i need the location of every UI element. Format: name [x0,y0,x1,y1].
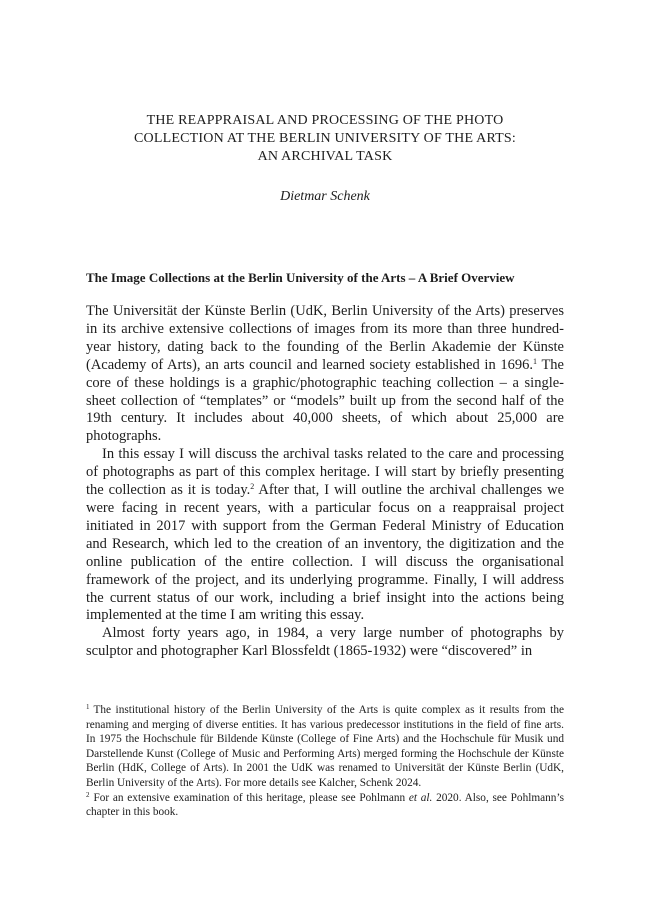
title-line-2: COLLECTION AT THE BERLIN UNIVERSITY OF THE ARTS: [134,131,516,146]
footnote-ref-2[interactable]: 2 [250,482,255,492]
footnote-1-text: The institutional history of the Berlin University of the Arts is quite complex as it results from the renaming and merging of diverse entities. It has various predecessor institutions in the field of fine arts. In 1975 the Hochschule für Bildende Künste (College of Fine Arts) and the Hochschule für Musik und Darstellende Kunst (College of Music and Performing Arts) merged forming the Hochschule der Künste Berlin (HdK, College of Arts). In 2001 the UdK was renamed to Universität der Künste Berlin (UdK, Berlin University of the Arts). For more details see Kalcher, Schenk 2024. [86,704,564,789]
title-line-3: AN ARCHIVAL TASK [257,149,393,164]
footnotes [86,703,564,820]
title-line-1: THE REAPPRAISAL AND PROCESSING OF THE PHOTO [146,113,504,128]
paragraph-3: Almost forty years ago, in 1984, a very large number of photographs by sculptor and photographer Karl Blossfeldt (1865-1932) were “discovered” in [86,625,564,660]
author-name: Dietmar Schenk [280,189,370,204]
footnote-ref-1[interactable]: 1 [533,356,538,366]
footnote-mark-2: 2 [86,790,90,799]
paragraph-1: The Universität der Künste Berlin (UdK, Berlin University of the Arts) preserves in its archive extensive collections of images from its more than three hundred-year history, dating back to the founding of the Berlin Akademie der Künste (Academy of Arts), an arts council and learned society established in 1696.$^1$ The core of these holdings is a graphic/photographic teaching collection – a single-sheet collection of “templates” or “models” built up from the second half of the 19th century. It includes about 40,000 sheets, of which about 25,000 are photographs. [86,303,564,445]
body-text [86,303,564,661]
paragraph-2: In this essay I will discuss the archival tasks related to the care and processing of photographs as part of this complex heritage. I will start by briefly presenting the collection as it is today.$^2$ After that, I will outline the archival challenges we were facing in recent years, with a particular focus on a reappraisal project initiated in 2017 with support from the German Federal Ministry of Education and Research, which led to the creation of an inventory, the digitization and the online publication of the entire collection. I will discuss the organisational framework of the project, and its underlying programme. Finally, I will address the current status of our work, including a brief insight into the actions being implemented at the time I am writing this essay. [86,446,564,624]
article-title [86,112,564,166]
footnote-mark-1: 1 [86,703,90,711]
footnote-1 [86,703,564,791]
section-heading: The Image Collections at the Berlin University of the Arts – A Brief Overview [86,270,515,285]
footnote-2: $^2$ For an extensive examination of this heritage, please see Pohlmann et al. 2020. Also, see Pohlmann’s chapter in this book. [86,790,564,819]
page [86,0,564,916]
